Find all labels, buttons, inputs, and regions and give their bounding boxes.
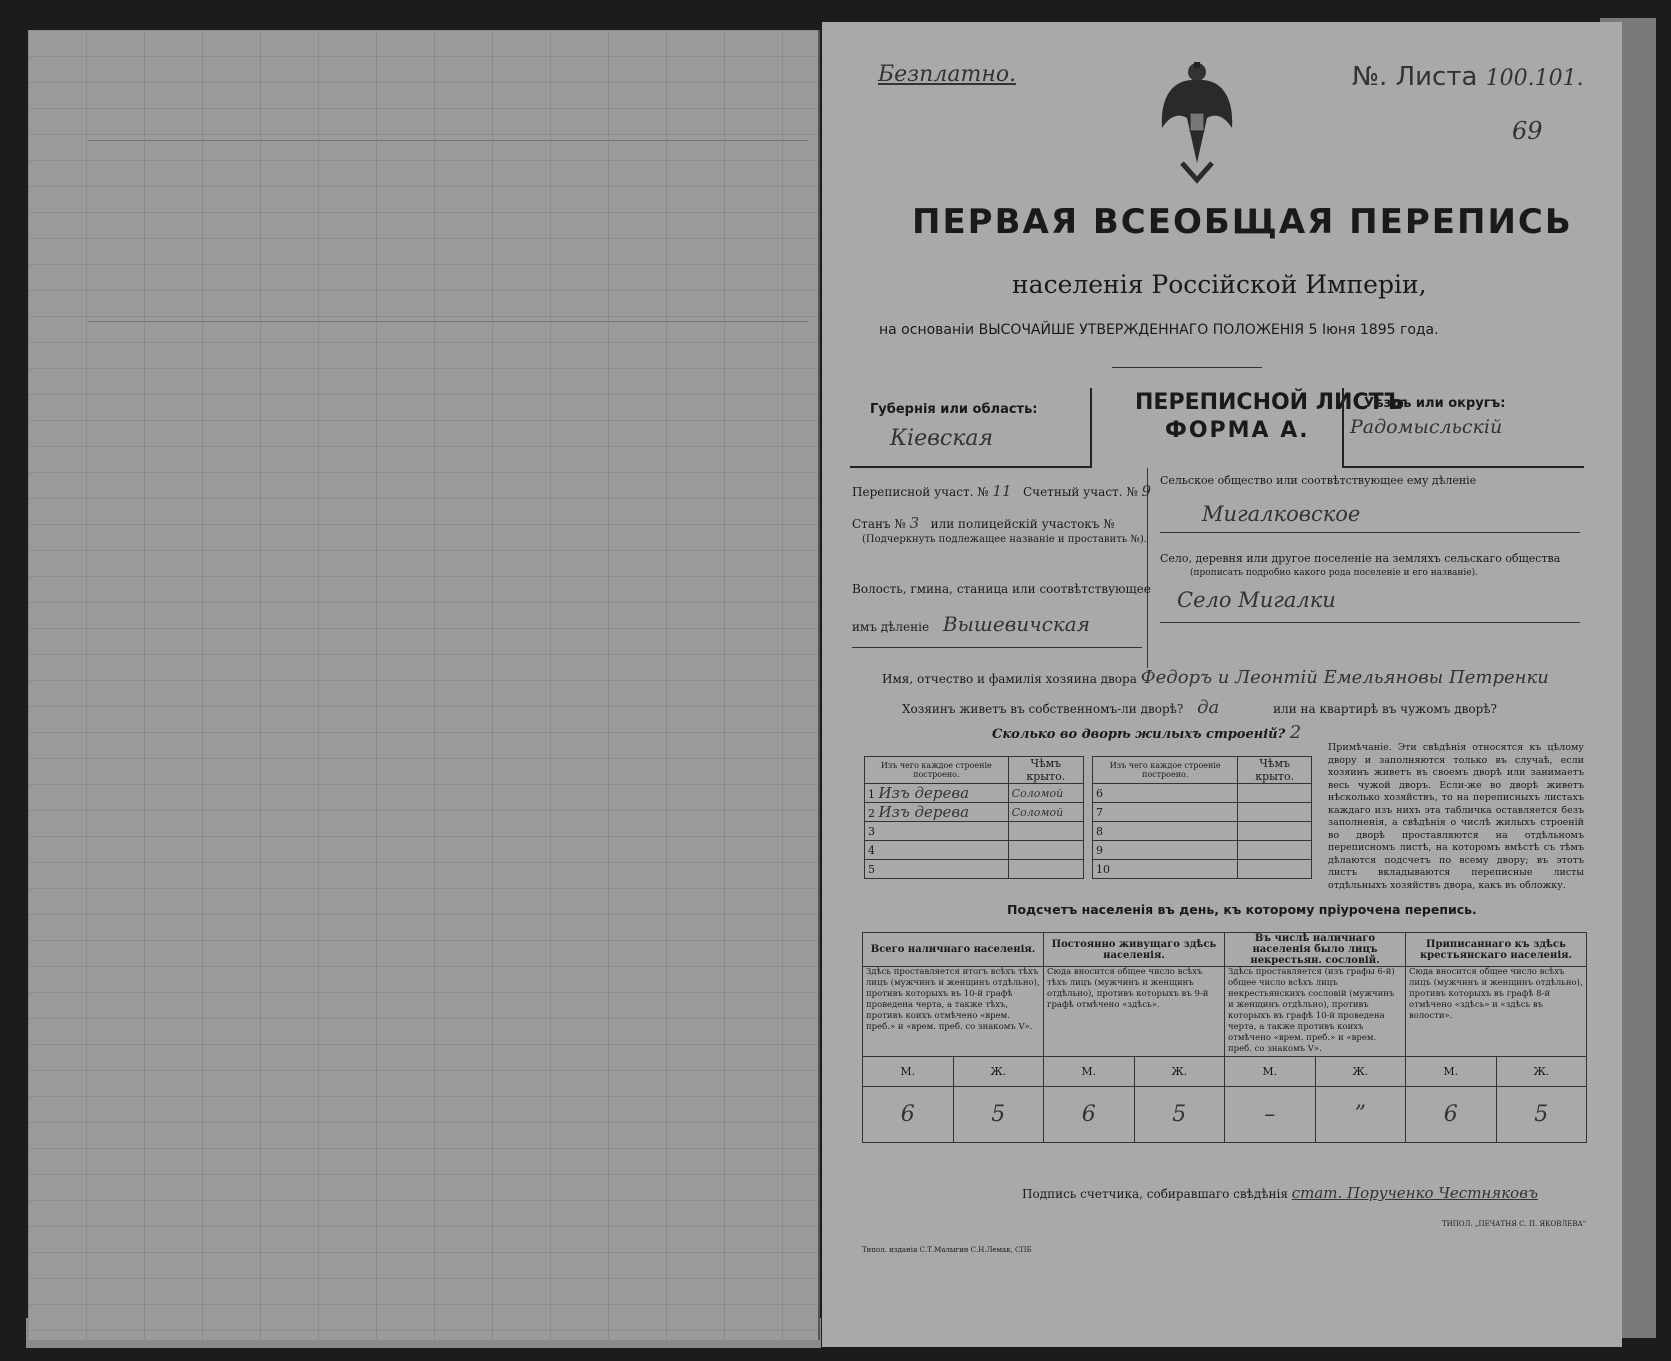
count-m-3: – [1225, 1087, 1316, 1143]
census-basis: на основаніи ВЫСОЧАЙШЕ УТВЕРЖДЕННАГО ПОЛОЖЕНІЯ 5 Іюня 1895 года. [879, 322, 1439, 338]
roof-cell [1008, 822, 1083, 841]
society-underline [1160, 532, 1580, 533]
census-form-page [822, 22, 1622, 1347]
count-head-1: Всего наличнаго населенія. [863, 933, 1044, 967]
uezd-box [1342, 388, 1584, 468]
buildings-col-material: Изъ чего каждое строеніе построено. [1093, 757, 1238, 784]
buildings-row [992, 722, 1301, 743]
census-main-title: ПЕРВАЯ ВСЕОБЩАЯ ПЕРЕПИСЬ [912, 202, 1573, 242]
village-underline [1160, 622, 1580, 623]
count-desc-1: Здѣсь проставляется итогъ всѣхъ тѣхъ лицъ (мужчинъ и женщинъ отдѣльно), противъ которыхъ въ 10-й графѣ проведена черта, а также тѣхъ, противъ коихъ отмѣчено «врем. преб.» и «врем. преб. со знакомъ V». [863, 967, 1044, 1057]
form-label: ФОРМА А. [1165, 418, 1310, 443]
material-cell: Изъ дерева [878, 784, 970, 802]
free-label: Безплатно. [878, 62, 1017, 87]
volost-row [852, 612, 1090, 636]
buildings-col-material: Изъ чего каждое строеніе построено. [865, 757, 1009, 784]
census-plot-label: Переписной участ. № [852, 485, 989, 499]
underline-note: (Подчеркнуть подлежащее названіе и проставить №). [862, 534, 1147, 545]
count-f-3: ” [1315, 1087, 1406, 1143]
count-head-4: Приписаннаго къ здѣсь крестьянскаго населенія. [1406, 933, 1587, 967]
f-label: Ж. [1496, 1057, 1587, 1087]
buildings-label: Сколько во дворѣ жилыхъ строеній? [992, 727, 1286, 742]
stan-row [852, 514, 1115, 532]
count-m-1: 6 [863, 1087, 954, 1143]
society-label: Сельское общество или соотвѣтствующее ему дѣленіе [1160, 474, 1477, 487]
count-desc-3: Здѣсь проставляется (изъ графы 6-й) общее число всѣхъ лицъ некрестьянскихъ сословій (мужчинъ и женщинъ отдѣльно), противъ которыхъ въ графѣ 10-й проведена черта, а также противъ коихъ отмѣчено «врем. преб.» и «врем. преб. со знакомъ V». [1225, 967, 1406, 1057]
signature-row [1022, 1184, 1538, 1202]
gubernia-label: Губернія или область: [870, 402, 1038, 417]
count-f-1: 5 [953, 1087, 1044, 1143]
stan-label: Станъ № [852, 517, 906, 531]
count-plot-value: 9 [1141, 482, 1152, 500]
census-plot-value: 11 [992, 482, 1012, 500]
village-label: Село, деревня или другое поселеніе на земляхъ сельскаго общества [1160, 552, 1561, 565]
m-label: М. [1406, 1057, 1497, 1087]
roof-cell [1008, 860, 1083, 879]
row-number: 2 [868, 807, 875, 820]
sheet-title: ПЕРЕПИСНОЙ ЛИСТЪ [1135, 390, 1405, 415]
sheet-number-label [1352, 62, 1584, 92]
row-number: 9 [1093, 841, 1238, 860]
count-head-3: Въ числѣ наличнаго населенія было лицъ некрестьян. сословій. [1225, 933, 1406, 967]
roof-cell: Соломой [1008, 784, 1083, 803]
owner-value: Федоръ и Леонтій Емельяновы Петренки [1140, 667, 1549, 688]
own-yard-value: да [1197, 697, 1220, 718]
society-value: Мигалковское [1202, 502, 1361, 526]
imprint-right: ТИПОЛ. „ПЕЧАТНЯ С. П. ЯКОВЛЕВА" [1442, 1220, 1587, 1228]
f-label: Ж. [1134, 1057, 1225, 1087]
rent-label: или на квартирѣ въ чужомъ дворѣ? [1273, 702, 1497, 716]
count-desc-4: Сюда вносится общее число всѣхъ лицъ (мужчинъ и женщинъ отдѣльно), противъ которыхъ въ графѣ 8-й отмѣчено «здѣсь» и «здѣсь въ волости». [1406, 967, 1587, 1057]
buildings-table-b [1092, 756, 1312, 879]
sheet-number-prefix: №. Листа [1352, 62, 1478, 92]
row-number: 6 [1093, 784, 1238, 803]
buildings-col-roof: Чѣмъ крыто. [1238, 757, 1312, 784]
gubernia-value: Кіевская [890, 426, 994, 451]
stan-value: 3 [909, 514, 920, 532]
double-headed-eagle-emblem [1152, 58, 1242, 188]
count-desc-2: Сюда вносится общее число всѣхъ тѣхъ лицъ (мужчинъ и женщинъ отдѣльно), противъ которыхъ въ 9-й графѣ отмѣчено «здѣсь». [1044, 967, 1225, 1057]
imprint-left: Типол. изданія С.Т.Малыгин С.Н.Лемак, СПБ [862, 1246, 1032, 1254]
census-plot [852, 482, 1151, 500]
volost-label-1: Волость, гмина, станица или соотвѣтствующее [852, 582, 1151, 596]
buildings-value: 2 [1289, 722, 1302, 743]
police-label: или полицейскій участокъ № [930, 517, 1115, 531]
row-number: 7 [1093, 803, 1238, 822]
note-text: Примѣчаніе. Эти свѣдѣнія относятся къ цѣлому двору и заполняются только въ случаѣ, если хозяинъ живетъ въ своемъ дворѣ или занимаетъ весь чужой дворъ. Если-же во дворѣ живетъ нѣсколько хозяйствъ, то на переписныхъ листахъ каждаго изъ нихъ эта табличка оставляется безъ заполненія, а свѣдѣнія о числѣ жилыхъ строеній во дворѣ проставляются на отдѣльномъ переписномъ листѣ, на которомъ вмѣстѣ съ тѣмъ дѣлаются подсчетъ по всему двору; въ этотъ листъ вкладываются переписные листы отдѣльныхъ хозяйствъ двора, какъ въ обложку. [1328, 742, 1584, 891]
row-number: 10 [1093, 860, 1238, 879]
count-m-2: 6 [1044, 1087, 1135, 1143]
row-number: 3 [865, 822, 1009, 841]
buildings-table-a [864, 756, 1084, 879]
sheet-number-value: 100.101. [1485, 66, 1584, 91]
buildings-col-roof: Чѣмъ крыто. [1008, 757, 1083, 784]
m-label: М. [1044, 1057, 1135, 1087]
owner-row [882, 667, 1549, 688]
count-f-2: 5 [1134, 1087, 1225, 1143]
census-subtitle: населенія Россійской Имперіи, [1012, 270, 1427, 299]
left-page-back-side [28, 30, 820, 1340]
uezd-label: Уѣздъ или округъ: [1364, 396, 1506, 411]
f-label: Ж. [1315, 1057, 1406, 1087]
title-divider [1112, 367, 1262, 368]
village-note: (прописать подробно какого рода поселеніе и его названіе). [1190, 568, 1478, 578]
owner-label: Имя, отчество и фамилія хозяина двора [882, 672, 1137, 686]
m-label: М. [863, 1057, 954, 1087]
roof-cell: Соломой [1008, 803, 1083, 822]
m-label: М. [1225, 1057, 1316, 1087]
volost-value: Вышевичская [942, 612, 1090, 636]
count-m-4: 6 [1406, 1087, 1497, 1143]
volost-underline [852, 647, 1142, 648]
faded-table-header [88, 140, 808, 322]
count-table [862, 932, 1587, 1143]
roof-cell [1008, 841, 1083, 860]
row-number: 5 [865, 860, 1009, 879]
signature-value: стат. Порученко Честняковъ [1291, 1184, 1538, 1202]
volost-label-2: имъ дѣленіе [852, 620, 930, 634]
uezd-value: Радомысльскій [1350, 416, 1503, 438]
row-number: 4 [865, 841, 1009, 860]
count-plot-label: Счетный участ. № [1022, 485, 1138, 499]
page-mark: 69 [1512, 117, 1543, 145]
f-label: Ж. [953, 1057, 1044, 1087]
yard-row [902, 697, 1497, 718]
gubernia-box [850, 388, 1092, 468]
count-section-title: Подсчетъ населенія въ день, къ которому пріурочена перепись. [1007, 902, 1477, 917]
row-number: 8 [1093, 822, 1238, 841]
row-number: 1 [868, 788, 875, 801]
material-cell: Изъ дерева [878, 803, 970, 821]
signature-label: Подпись счетчика, собиравшаго свѣдѣнія [1022, 1187, 1288, 1201]
village-value: Село Мигалки [1177, 588, 1336, 612]
own-yard-label: Хозяинъ живетъ въ собственномъ-ли дворѣ? [902, 702, 1184, 716]
count-f-4: 5 [1496, 1087, 1587, 1143]
count-head-2: Постоянно живущаго здѣсь населенія. [1044, 933, 1225, 967]
